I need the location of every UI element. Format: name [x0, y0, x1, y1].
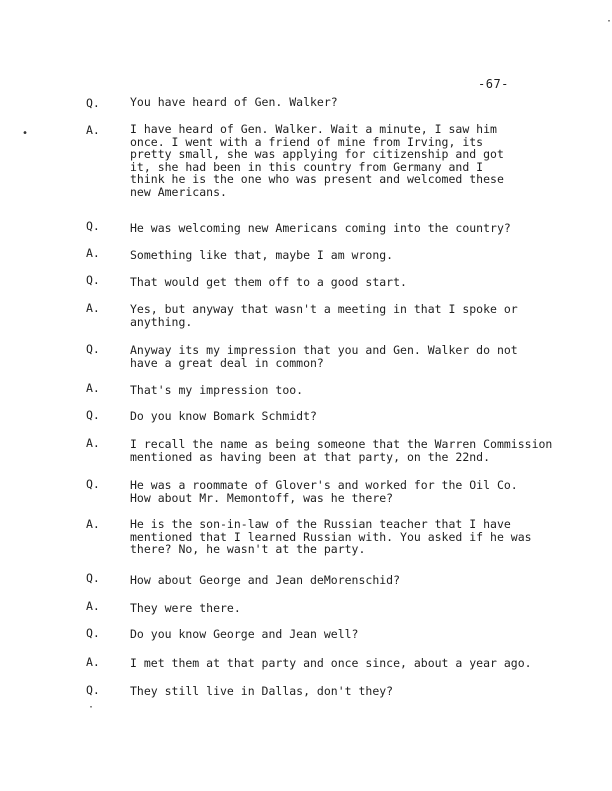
entry-text: Do you know Bomark Schmidt?: [130, 409, 317, 423]
entry-text: I met them at that party and once since, about a year ago.: [130, 656, 532, 670]
entry-text: Anyway its my impression that you and Gen. Walker do not have a great deal in common?: [130, 343, 518, 370]
speaker-label: Q.: [86, 273, 100, 287]
entry-text: They were there.: [130, 601, 241, 615]
entry-text: That would get them off to a good start.: [130, 275, 407, 289]
speaker-label: Q.: [86, 626, 100, 640]
speaker-label: A.: [86, 655, 100, 669]
entry-text: I recall the name as being someone that the Warren Commission mentioned as having been at that party, on the 22nd.: [130, 437, 553, 464]
page-number: -67-: [478, 77, 509, 91]
speaker-label: A.: [86, 246, 100, 260]
entry-text: He was welcoming new Americans coming into the country?: [130, 221, 511, 235]
speaker-label: Q.: [86, 96, 100, 110]
entry-text: Something like that, maybe I am wrong.: [130, 248, 394, 262]
speaker-label: Q.: [86, 683, 100, 697]
speaker-label: Q.: [86, 571, 100, 585]
entry-text: He is the son-in-law of the Russian teacher that I have mentioned that I learned Russian with. You asked if he was there? No, he wasn't at the party.: [130, 517, 532, 556]
stray-mark: ·: [606, 16, 612, 27]
entry-text: Yes, but anyway that wasn't a meeting in that I spoke or anything.: [130, 302, 518, 329]
entry-text: Do you know George and Jean well?: [130, 627, 359, 641]
entry-text: I have heard of Gen. Walker. Wait a minute, I saw him once. I went with a friend of mine from Irving, its pretty small, she was applying for citizenship and got it, she had been in this country from Germany and I think he is the one who was present and welcomed these new Americans.: [130, 122, 504, 199]
entry-text: You have heard of Gen. Walker?: [130, 95, 338, 109]
entry-text: How about George and Jean deMorenschid?: [130, 573, 401, 587]
entry-text: He was a roommate of Glover's and worked for the Oil Co. How about Mr. Memontoff, was he there?: [130, 478, 518, 505]
stray-mark: ·: [88, 702, 95, 713]
speaker-label: A.: [86, 301, 100, 315]
speaker-label: A.: [86, 517, 100, 531]
speaker-label: Q.: [86, 477, 100, 491]
speaker-label: Q.: [86, 342, 100, 356]
speaker-label: A.: [86, 381, 100, 395]
speaker-label: A.: [86, 436, 100, 450]
speaker-label: Q.: [86, 219, 100, 233]
entry-text: They still live in Dallas, don't they?: [130, 684, 394, 698]
speaker-label: Q.: [86, 408, 100, 422]
speaker-label: A.: [86, 599, 100, 613]
entry-text: That's my impression too.: [130, 383, 304, 397]
stray-mark: •: [22, 128, 29, 139]
speaker-label: A.: [86, 123, 100, 137]
